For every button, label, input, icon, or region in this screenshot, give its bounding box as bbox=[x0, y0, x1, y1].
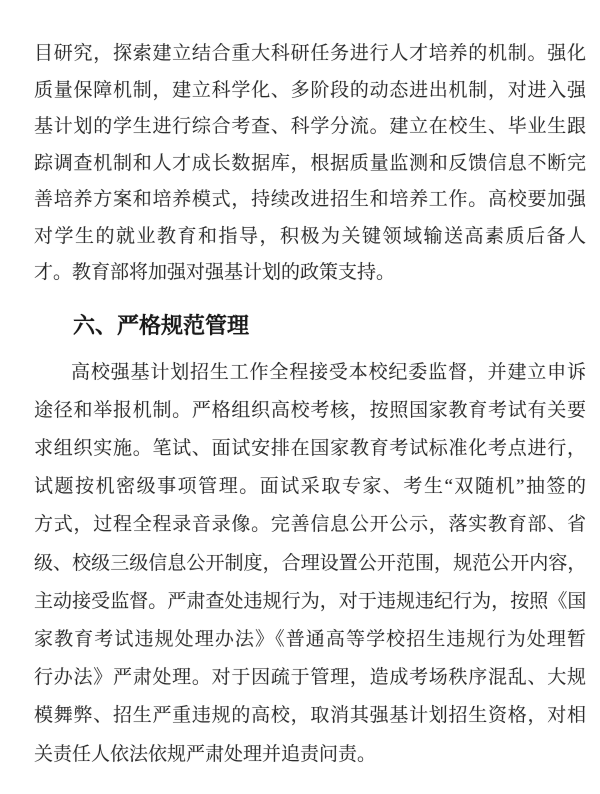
paragraph-line: 才。教育部将加强对强基计划的政策支持。 bbox=[34, 262, 396, 283]
paragraph-line: 基计划的学生进行综合考查、科学分流。建立在校生、毕业生跟 bbox=[34, 116, 586, 137]
paragraph-line: 试题按机密级事项管理。面试采取专家、考生“双随机”抽签的 bbox=[34, 476, 586, 498]
section-heading: 六、严格规范管理 bbox=[73, 312, 250, 338]
paragraph-section-body bbox=[34, 354, 586, 774]
paragraph-line: 对学生的就业教育和指导，积极为关键领域输送高素质后备人 bbox=[34, 225, 586, 247]
paragraph-line: 途径和举报机制。严格组织高校考核，按照国家教育考试有关要 bbox=[34, 399, 586, 421]
paragraph-line: 行办法》严肃处理。对于因疏于管理，造成考场秩序混乱、大规 bbox=[34, 667, 586, 689]
paragraph-line: 善培养方案和培养模式，持续改进招生和培养工作。高校要加强 bbox=[34, 189, 586, 210]
paragraph-line: 踪调查机制和人才成长数据库，根据质量监测和反馈信息不断完 bbox=[34, 152, 586, 174]
paragraph-continuation bbox=[34, 36, 586, 292]
paragraph-line: 家教育考试违规处理办法》《普通高等学校招生违规行为处理暂 bbox=[34, 628, 586, 650]
paragraph-line: 方式，过程全程录音录像。完善信息公开公示，落实教育部、省 bbox=[34, 514, 586, 536]
paragraph-line: 质量保障机制，建立科学化、多阶段的动态进出机制，对进入强 bbox=[34, 79, 586, 101]
paragraph-line: 级、校级三级信息公开制度，合理设置公开范围，规范公开内容， bbox=[34, 552, 586, 574]
paragraph-line: 主动接受监督。严肃查处违规行为，对于违规违纪行为，按照《国 bbox=[34, 590, 586, 612]
paragraph-line: 目研究，探索建立结合重大科研任务进行人才培养的机制。强化 bbox=[34, 43, 586, 64]
paragraph-line: 关责任人依法依规严肃处理并追责问责。 bbox=[34, 743, 377, 765]
paragraph-line: 求组织实施。笔试、面试安排在国家教育考试标准化考点进行， bbox=[34, 437, 586, 459]
paragraph-line: 高校强基计划招生工作全程接受本校纪委监督，并建立申诉 bbox=[71, 361, 586, 383]
paragraph-line: 模舞弊、招生严重违规的高校，取消其强基计划招生资格，对相 bbox=[34, 705, 586, 727]
